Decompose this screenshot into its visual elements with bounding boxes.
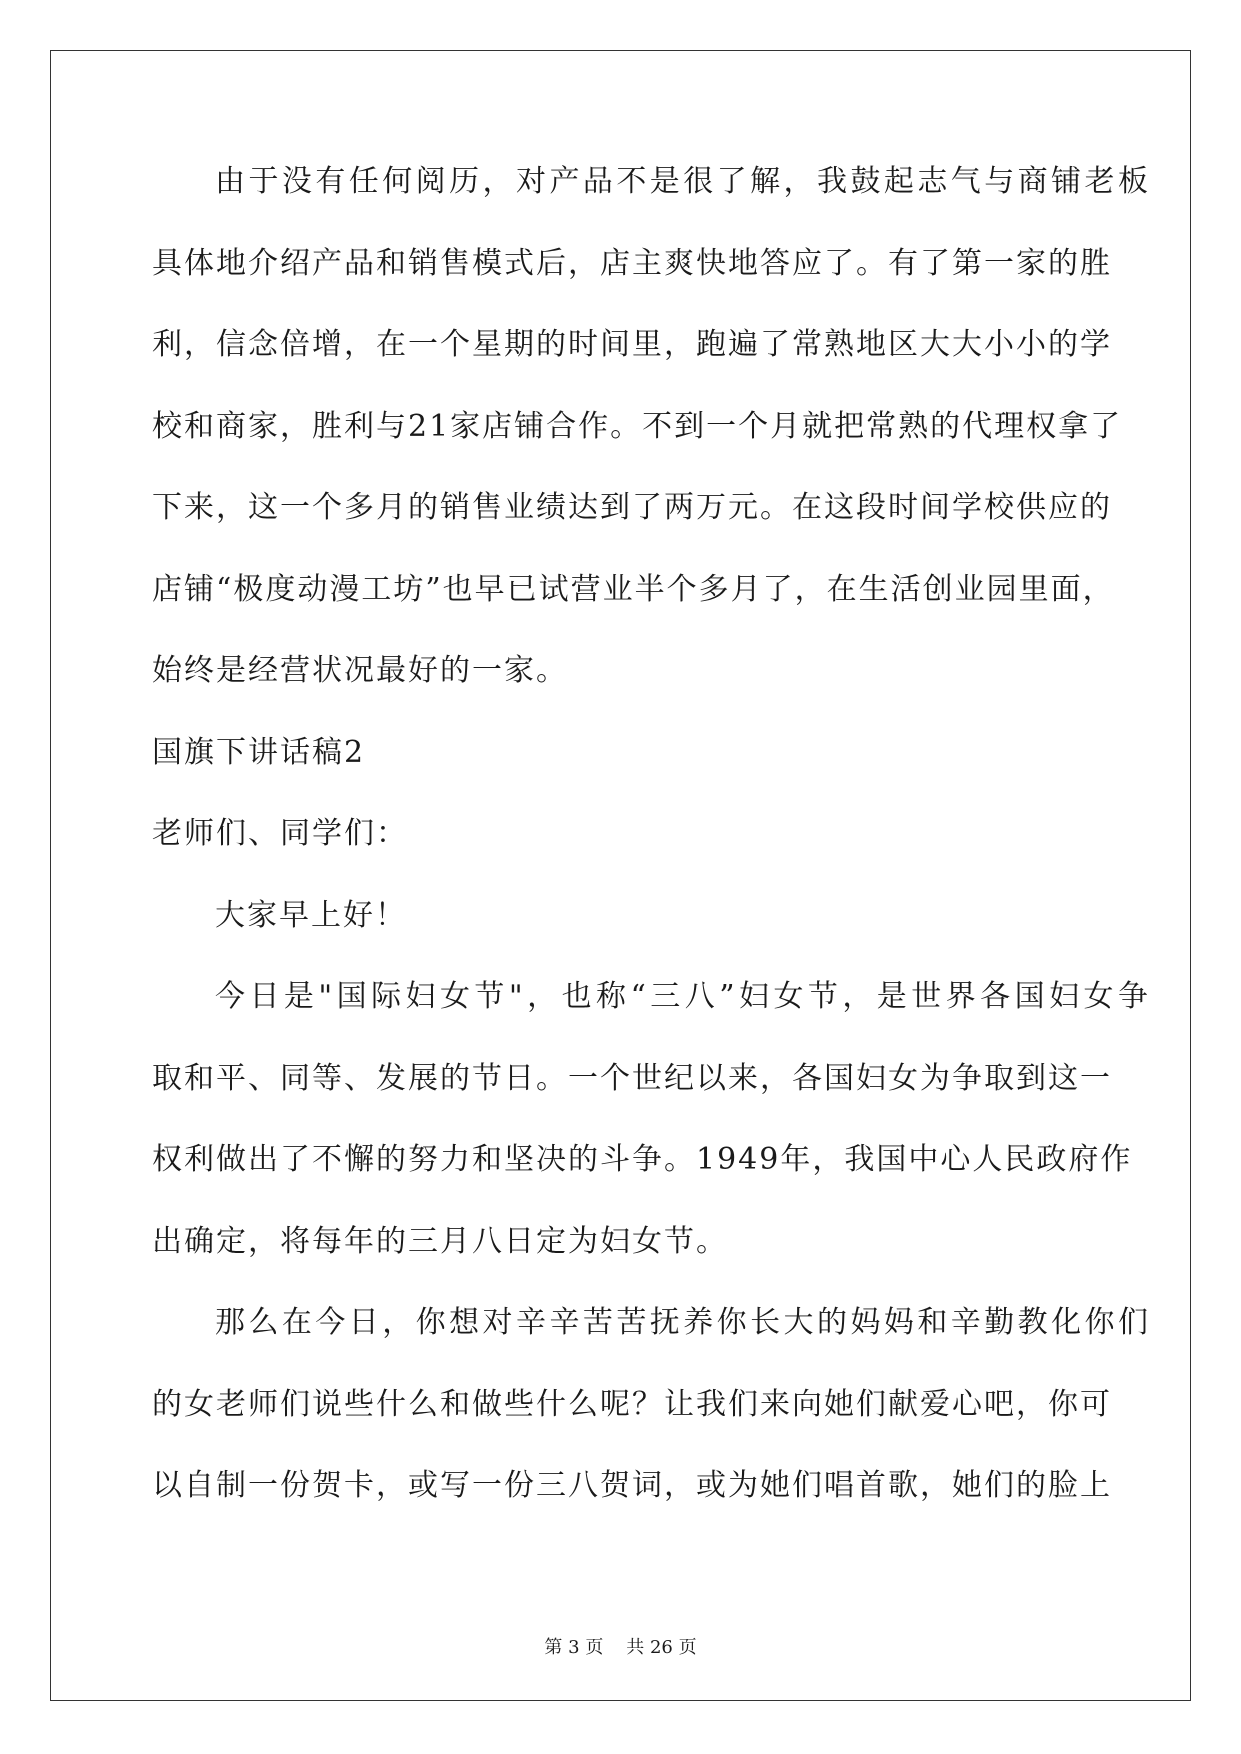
- document-body: [152, 162, 1150, 1548]
- paragraph-line: 出确定，将每年的三月八日定为妇女节。: [152, 1223, 728, 1259]
- section-heading: 国旗下讲话稿2: [152, 734, 366, 770]
- salutation: 老师们、同学们：: [152, 816, 408, 851]
- paragraph-line: 那么在今日，你想对辛辛苦苦抚养你长大的妈妈和辛勤教化你们: [215, 1305, 1150, 1340]
- paragraph-line: 校和商家，胜利与21家店铺合作。不到一个月就把常熟的代理权拿了: [152, 408, 1123, 444]
- page-number: 第 3 页: [544, 1637, 604, 1658]
- paragraph-line: 利，信念倍增，在一个星期的时间里，跑遍了常熟地区大大小小的学: [152, 327, 1112, 362]
- paragraph-line: 今日是"国际妇女节"，也称“三八”妇女节，是世界各国妇女争: [215, 979, 1150, 1014]
- paragraph-line: 由于没有任何阅历，对产品不是很了解，我鼓起志气与商铺老板: [215, 164, 1150, 199]
- paragraph-line: 权利做出了不懈的努力和坚决的斗争。1949年，我国中心人民政府作: [152, 1142, 1133, 1177]
- paragraph-line: 具体地介绍产品和销售模式后，店主爽快地答应了。有了第一家的胜: [152, 245, 1112, 281]
- paragraph-line: 始终是经营状况最好的一家。: [152, 653, 568, 688]
- paragraph-line: 以自制一份贺卡，或写一份三八贺词，或为她们唱首歌，她们的脸上: [152, 1468, 1112, 1503]
- page-total: 共 26 页: [626, 1637, 697, 1658]
- greeting-line: 大家早上好！: [215, 897, 407, 933]
- paragraph-line: 店铺“极度动漫工坊”也早已试营业半个多月了，在生活创业园里面，: [152, 571, 1115, 607]
- paragraph-line: 取和平、同等、发展的节日。一个世纪以来，各国妇女为争取到这一: [152, 1060, 1112, 1096]
- paragraph-line: 下来，这一个多月的销售业绩达到了两万元。在这段时间学校供应的: [152, 490, 1112, 525]
- page-footer: [0, 1636, 1241, 1660]
- paragraph-line: 的女老师们说些什么和做些什么呢？让我们来向她们献爱心吧，你可: [152, 1386, 1112, 1422]
